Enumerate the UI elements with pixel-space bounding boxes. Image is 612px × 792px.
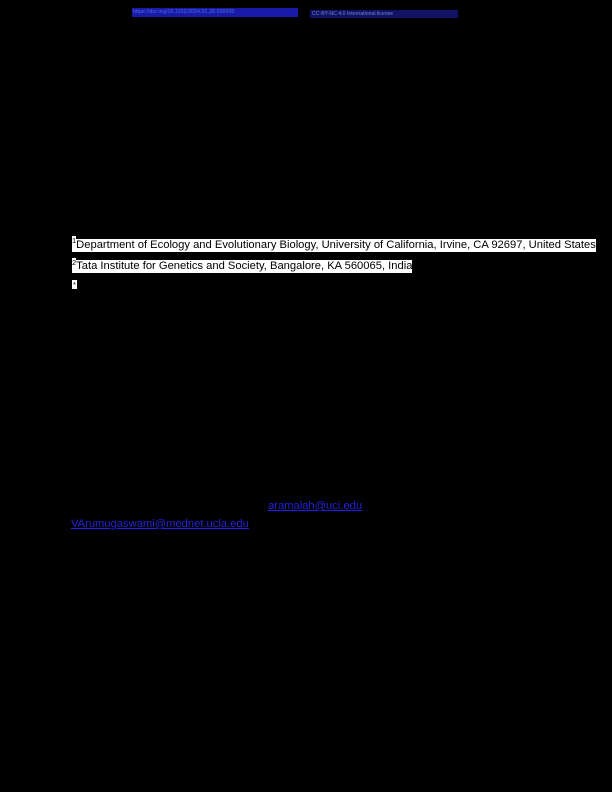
corresponding-email-row-1: [268, 499, 362, 513]
affiliation-line-1: [72, 232, 596, 254]
preprint-doi-banner[interactable]: https://doi.org/10.1101/2024.01.28.000000: [132, 8, 298, 17]
affiliation-line-2: [72, 254, 542, 276]
email-link-1[interactable]: aramalah@uci.edu: [268, 500, 363, 512]
corresponding-email-row-2: [71, 517, 249, 531]
affiliation-marker-2: 2: [72, 257, 77, 267]
affiliations-block: [72, 232, 596, 290]
affiliation-text-2: Tata Institute for Genetics and Society, Bangalore, KA 560065, India: [76, 260, 413, 273]
affiliation-text-1: Department of Ecology and Evolutionary Biology, University of California, Irvine, CA 92697, United States: [76, 238, 596, 251]
email-link-2[interactable]: VArumugaswami@mednet.ucla.edu: [71, 518, 249, 530]
license-banner: CC-BY-NC 4.0 International license: [310, 10, 458, 18]
correspondence-marker: *: [73, 280, 76, 290]
affiliation-marker-1: 1: [72, 236, 77, 245]
